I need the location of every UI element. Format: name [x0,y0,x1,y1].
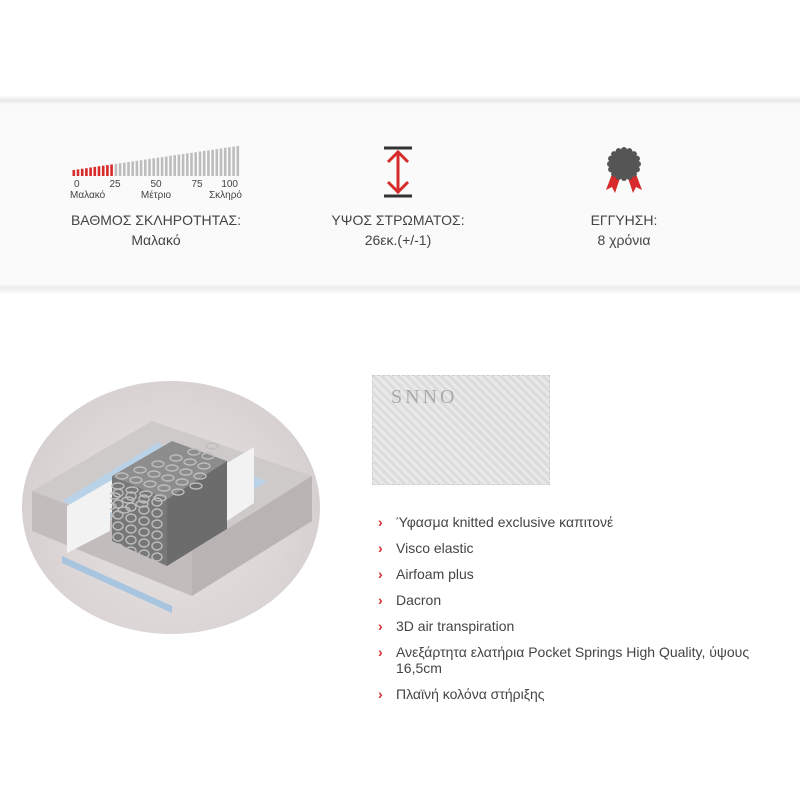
hardness-tick-label: 50 [150,179,162,190]
hardness-scale-word: Μαλακό [70,190,106,200]
feature-text: Airfoam plus [396,566,474,582]
hardness-scale-bar [182,154,185,176]
hardness-scale-bar [119,163,122,176]
feature-item [376,566,796,582]
height-spec [278,138,518,250]
hardness-scale-bar [216,149,219,176]
hardness-scale-bar [115,164,118,176]
hardness-scale-bars [73,146,240,176]
feature-text: Ύφασμα knitted exclusive καπιτονέ [396,514,614,530]
band-shadow-bottom [0,284,800,294]
hardness-scale-bar [85,168,88,176]
hardness-scale-bar [207,150,210,176]
hardness-tick-label: 0 [74,179,80,190]
hardness-scale-bar [220,149,223,177]
hardness-scale-bar [77,169,80,176]
chevron-right-icon: › [378,686,383,702]
feature-text: Πλαϊνή κολόνα στήριξης [396,686,545,702]
hardness-scale-bar [140,160,143,176]
chevron-right-icon: › [378,540,383,556]
warranty-label: ΕΓΓΥΗΣΗ: [590,212,658,228]
height-value: 26εκ.(+/-1) [364,232,432,248]
feature-item [376,644,796,676]
hardness-scale-bar [211,150,214,176]
hardness-scale-bar [73,170,76,176]
hardness-tick-label: 25 [109,179,121,190]
hardness-scale-bar [123,163,126,176]
hardness-scale-bar [152,158,155,176]
mattress-cross-section-image [22,381,320,634]
hardness-scale-ticks [74,179,238,190]
hardness-scale-bar [203,151,206,176]
hardness-scale-bar [173,155,176,176]
vertical-double-arrow-icon [368,138,428,200]
hardness-scale-bar [98,166,101,176]
feature-item [376,618,796,634]
feature-item [376,592,796,608]
hardness-scale-word: Μέτριο [140,190,172,200]
feature-text: Dacron [396,592,442,608]
hardness-label: ΒΑΘΜΟΣ ΣΚΛΗΡΟΤΗΤΑΣ: [70,212,242,228]
feature-list [376,514,796,712]
hardness-scale-bar [161,157,164,176]
hardness-scale-bar [157,158,160,176]
feature-text: Ανεξάρτητα ελατήρια Pocket Springs High Quality, ύψους 16,5cm [396,644,750,676]
hardness-scale-bar [110,165,113,177]
feature-item [376,686,796,702]
warranty-value: 8 χρόνια [597,232,651,248]
hardness-scale-bar [169,156,172,176]
hardness-scale-bar [127,162,130,176]
hardness-scale-bar [232,147,235,176]
hardness-scale-bar [165,157,168,177]
hardness-scale-bar [136,161,139,176]
hardness-scale-bar [224,148,227,176]
hardness-scale-bar [144,160,147,177]
fabric-swatch-image [372,375,550,485]
hardness-scale-bar [81,169,84,176]
hardness-scale-bar [194,152,197,176]
hardness-scale-bar [199,152,202,177]
chevron-right-icon: › [378,592,383,608]
hardness-scale-words [70,189,242,200]
hardness-tick-label: 100 [221,179,238,190]
hardness-scale-bar [131,161,134,176]
hardness-scale-word: Σκληρό [209,190,242,200]
feature-text: Visco elastic [396,540,474,556]
chevron-right-icon: › [378,514,383,530]
hardness-scale-bar [178,155,181,176]
fabric-brand-text: SNNO [391,386,458,408]
hardness-scale-bar [190,153,193,176]
warranty-spec [504,138,744,250]
rosette-badge-icon [594,138,654,200]
hardness-scale [66,138,246,200]
hardness-scale-bar [89,168,92,177]
hardness-scale-bar [102,166,105,176]
hardness-scale-bar [186,153,189,176]
hardness-scale-bar [228,147,231,176]
feature-item [376,514,796,530]
hardness-tick-label: 75 [191,179,203,190]
hardness-scale-bar [106,165,109,176]
band-shadow-top [0,95,800,105]
hardness-scale-bar [148,159,151,176]
feature-item [376,540,796,556]
chevron-right-icon: › [378,566,383,582]
feature-text: 3D air transpiration [396,618,515,634]
hardness-scale-bar [237,146,240,176]
hardness-value: Μαλακό [131,232,181,248]
chevron-right-icon: › [378,644,383,660]
mattress-illustration [22,381,320,634]
height-label: ΥΨΟΣ ΣΤΡΩΜΑΤΟΣ: [331,212,465,228]
hardness-spec [36,138,276,250]
hardness-scale-bar [94,167,97,176]
chevron-right-icon: › [378,618,383,634]
